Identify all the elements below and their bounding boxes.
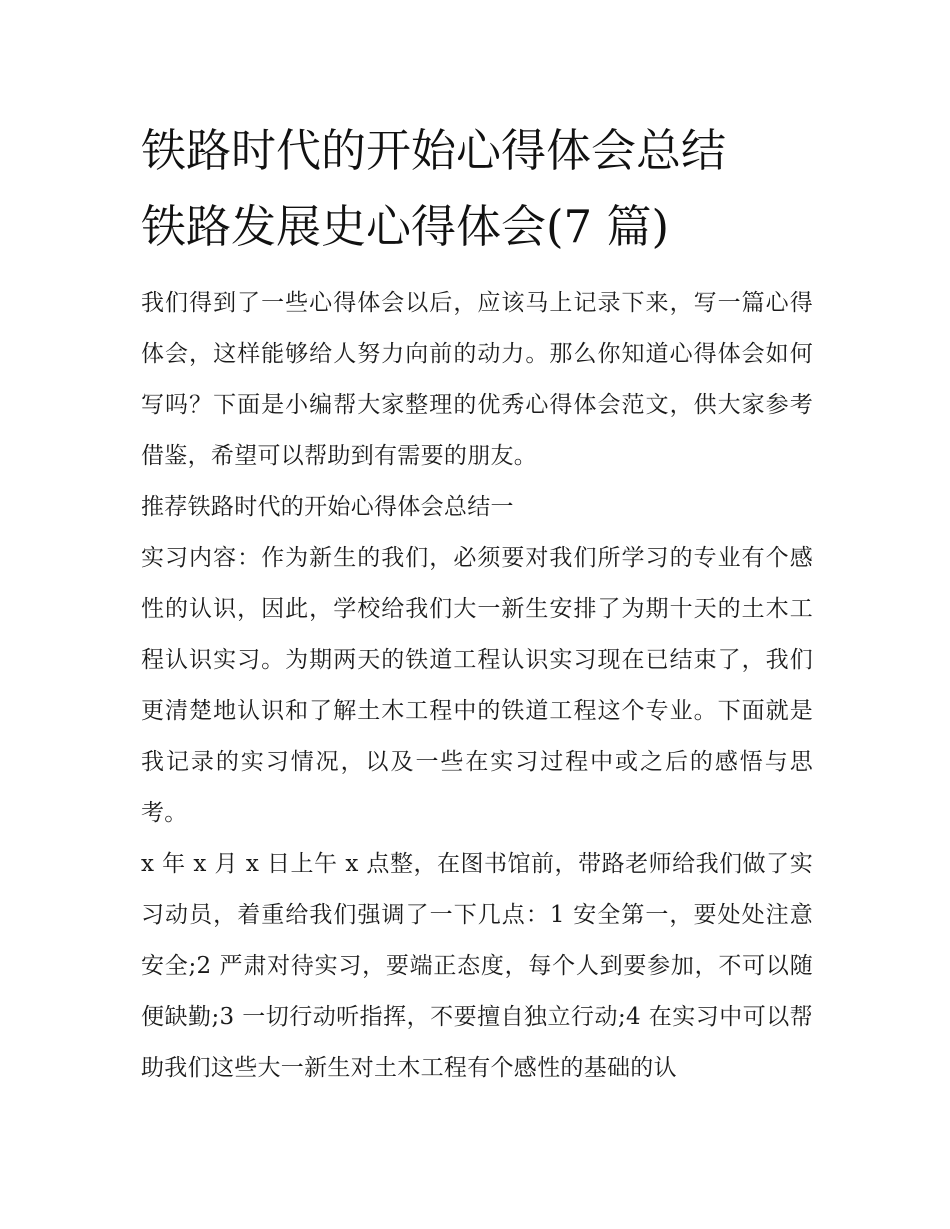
document-body bbox=[141, 278, 813, 1094]
intro-paragraph: 我们得到了一些心得体会以后，应该马上记录下来，写一篇心得体会，这样能够给人努力向前的动力。那么你知道心得体会如何写吗？下面是小编帮大家整理的优秀心得体会范文，供大家参考借鉴，希望可以帮助到有需要的朋友。 bbox=[141, 290, 813, 469]
document-content bbox=[141, 116, 813, 1094]
internship-content-paragraph: 实习内容：作为新生的我们，必须要对我们所学习的专业有个感性的认识，因此，学校给我们大一新生安排了为期十天的土木工程认识实习。为期两天的铁道工程认识实习现在已结束了，我们更清楚地认识和了解土木工程中的铁道工程这个专业。下面就是我记录的实习情况，以及一些在实习过程中或之后的感悟与思考。 bbox=[141, 545, 813, 826]
mobilization-paragraph: x 年 x 月 x 日上午 x 点整，在图书馆前，带路老师给我们做了实习动员，着重给我们强调了一下几点：1 安全第一，要处处注意安全;2 严肃对待实习，要端正态度，每个人到要参加，不可以随便缺勤;3 一切行动听指挥，不要擅自独立行动;4 在实习中可以帮助我们这些大一新生对土木工程有个感性的基础的认 bbox=[141, 851, 813, 1081]
document-title bbox=[141, 116, 813, 262]
title-line-1: 铁路时代的开始心得体会总结 bbox=[141, 124, 727, 177]
section-heading: 推荐铁路时代的开始心得体会总结一 bbox=[141, 494, 514, 520]
title-line-2: 铁路发展史心得体会(7 篇) bbox=[141, 200, 670, 253]
